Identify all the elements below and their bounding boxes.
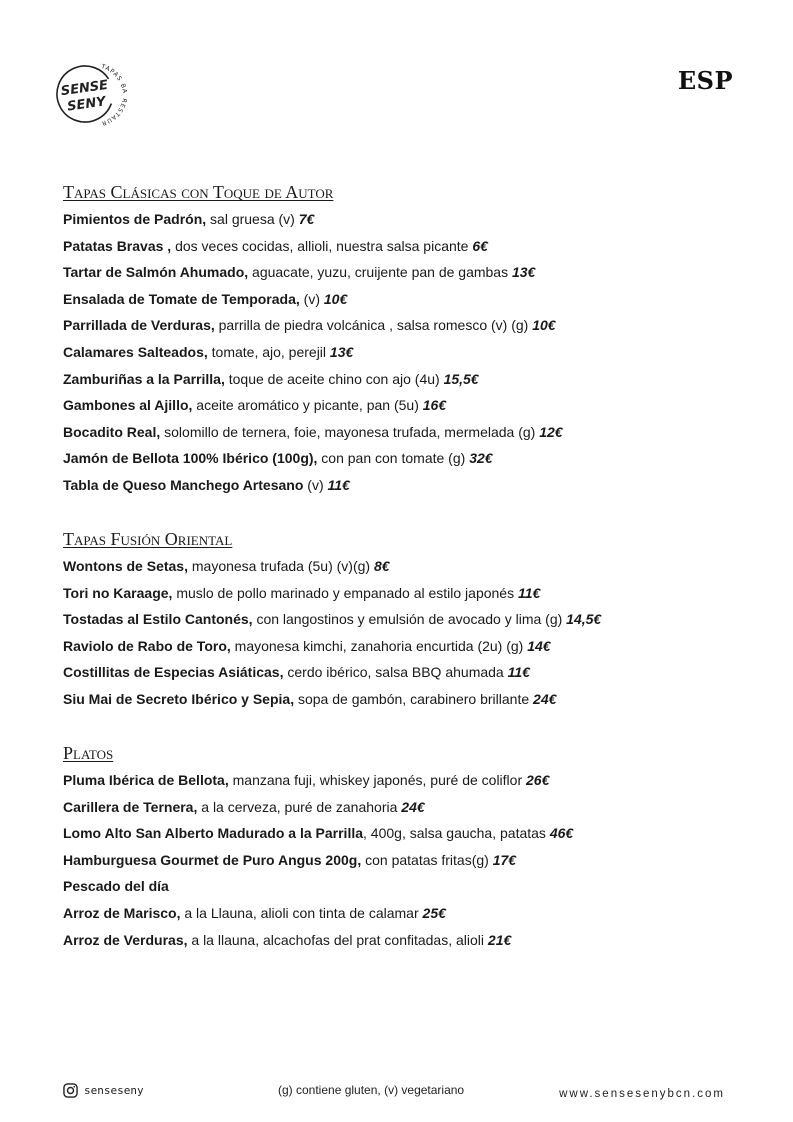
dish-description: aceite aromático y picante, pan (5u) [192,397,423,414]
dish-description: cerdo ibérico, salsa BBQ ahumada [283,664,508,681]
dish-name: Carillera de Ternera, [63,798,198,815]
allergen-legend: (g) contiene gluten, (v) vegetariano [278,1083,465,1097]
dish-price: 8€ [373,558,390,574]
menu-item [63,233,753,260]
menu-item [63,366,753,393]
logo-ring-bottom-text: ESTAUR [100,102,127,127]
dish-name: Tostadas al Estilo Cantonés, [63,611,253,628]
dish-name: Parrillada de Verduras, [63,317,215,334]
menu-item [63,686,753,713]
menu-item [63,927,753,954]
menu-item [63,580,753,607]
dish-price: 14€ [527,637,551,654]
section-title: Tapas Fusión Oriental [63,529,233,549]
section-title: Platos [63,743,114,763]
dish-price: 6€ [472,237,488,254]
dish-price: 26€ [526,772,550,788]
dish-name: Tartar de Salmón Ahumado, [63,264,249,281]
menu-item [63,847,753,874]
dish-price: 15,5€ [443,370,479,387]
dish-name: Ensalada de Tomate de Temporada, [63,290,300,307]
dish-name: Bocadito Real, [63,423,161,440]
menu-item [63,472,753,499]
dish-price: 11€ [327,476,350,493]
menu-item [63,339,753,366]
menu-item [63,445,753,472]
menu-item [63,392,753,419]
dish-price: 17€ [492,851,517,868]
dish-price: 13€ [511,264,536,281]
dish-name: Pluma Ibérica de Bellota, [63,772,229,788]
menu-item [63,206,753,233]
dish-name: Arroz de Verduras, [63,931,188,948]
dish-description: a la Llauna, alioli con tinta de calamar [180,904,423,921]
dish-description: solomillo de ternera, foie, mayonesa trufada, mermelada (g) [160,423,540,440]
dish-price: 21€ [487,931,512,948]
section-tapas-clasicas [63,181,753,499]
menu-item [63,286,753,313]
dish-description: tomate, ajo, perejil [207,343,330,360]
dish-description: (v) [299,290,324,307]
dish-description: (v) [303,476,328,493]
dish-price: 24€ [533,690,557,707]
menu-list [63,206,753,499]
dish-description: muslo de pollo marinado y empanado al estilo japonés [172,584,518,601]
dish-name: Siu Mai de Secreto Ibérico y Sepia, [63,690,295,707]
dish-price: 7€ [298,211,315,227]
menu-item [63,900,753,927]
menu-item [63,606,753,633]
menu-item [63,633,753,660]
dish-price: 25€ [422,904,446,921]
dish-name: Patatas Bravas , [63,237,172,254]
dish-name: Jamón de Bellota 100% Ibérico (100g), [63,450,318,467]
dish-description: a la llauna, alcachofas del prat confitadas, alioli [187,931,488,948]
dish-description: sopa de gambón, carabinero brillante [294,690,534,707]
dish-description: , 400g, salsa gaucha, patatas [363,825,550,842]
dish-description: dos veces cocidas, allioli, nuestra salsa picante [171,237,473,254]
dish-name: Gambones al Ajillo, [63,397,193,414]
website-link[interactable]: www.sensesenybcn.com [559,1088,725,1100]
dish-name: Wontons de Setas, [63,558,188,574]
dish-price: 10€ [323,290,348,307]
dish-description: con langostinos y emulsión de avocado y lima (g) [252,611,567,628]
dish-name: Costillitas de Especias Asiáticas, [63,664,284,681]
dish-name: Zamburiñas a la Parrilla, [63,370,225,387]
menu-item [63,259,753,286]
dish-description: manzana fuji, whiskey japonés, puré de coliflor [228,772,527,788]
dish-name: Calamares Salteados, [63,343,208,360]
dish-name: Hamburguesa Gourmet de Puro Angus 200g, [63,851,362,868]
section-title: Tapas Clásicas con Toque de Autor [63,182,334,202]
dish-price: 46€ [549,825,574,842]
language-label: ESP [677,66,733,95]
dish-name: Arroz de Marisco, [63,904,181,921]
dish-description: a la cerveza, puré de zanahoria [197,798,402,815]
dish-description: mayonesa kimchi, zanahoria encurtida (2u) (g) [230,637,528,654]
menu-item [63,820,753,847]
menu-list [63,553,753,713]
instagram-handle: senseseny [84,1084,144,1097]
dish-name: Tabla de Queso Manchego Artesano [63,476,304,493]
dish-price: 16€ [422,397,447,414]
logo-text-seny: SENY [66,94,107,115]
dish-price: 12€ [539,423,563,440]
dish-description: con pan con tomate (g) [317,450,470,467]
dish-description: toque de aceite chino con ajo (4u) [224,370,444,387]
dish-description: aguacate, yuzu, cruijente pan de gambas [248,264,512,281]
dish-name: Pimientos de Padrón, [63,211,207,227]
dish-price: 32€ [469,450,493,467]
section-platos [63,742,753,953]
dish-name: Tori no Karaage, [63,584,173,601]
section-tapas-fusion [63,528,753,713]
dish-name: Raviolo de Rabo de Toro, [63,637,231,654]
menu-item [63,312,753,339]
dish-price: 14,5€ [566,611,602,628]
dish-description: mayonesa trufada (5u) (v)(g) [187,558,374,574]
dish-description: sal gruesa (v) [206,211,299,227]
dish-description: parrilla de piedra volcánica , salsa romesco (v) (g) [214,317,533,334]
dish-name: Lomo Alto San Alberto Madurado a la Parrilla [63,825,364,842]
dish-price: 11€ [507,664,530,681]
instagram-link[interactable] [63,1083,144,1098]
dish-price: 11€ [517,584,541,601]
instagram-icon [63,1083,78,1098]
menu-item [63,873,753,900]
menu-item [63,553,753,580]
dish-description: con patatas fritas(g) [361,851,493,868]
restaurant-logo [55,58,127,130]
logo-text-sense: SENSE [60,77,110,100]
menu-list [63,767,753,953]
menu-item [63,794,753,821]
logo-ring-top-text: TAPAS B [100,63,127,90]
menu-item [63,659,753,686]
dish-price: 24€ [401,798,425,815]
dish-name: Pescado del día [63,878,169,895]
menu-item [63,419,753,446]
menu-item [63,767,753,794]
dish-price: 10€ [532,317,556,334]
dish-price: 13€ [329,343,354,360]
